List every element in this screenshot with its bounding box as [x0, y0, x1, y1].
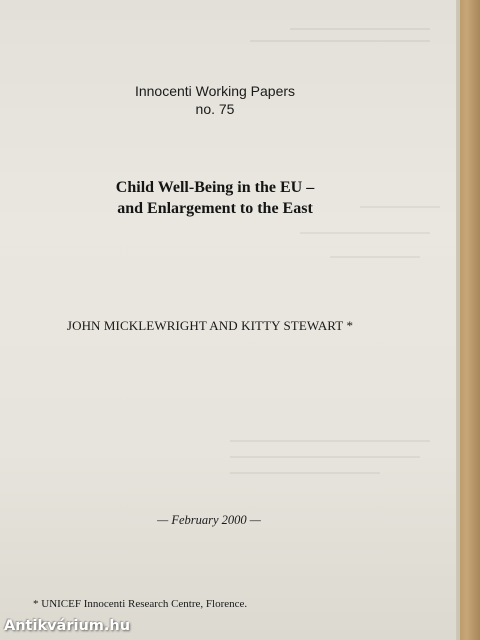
- affiliation-footnote: * UNICEF Innocenti Research Centre, Florence.: [33, 598, 248, 610]
- series-number: no. 75: [195, 101, 235, 117]
- show-through-line: [300, 232, 430, 234]
- show-through-line: [230, 440, 430, 442]
- publication-date: — February 2000 —: [157, 513, 261, 527]
- authors: JOHN MICKLEWRIGHT AND KITTY STEWART *: [66, 318, 354, 333]
- show-through-line: [230, 456, 420, 458]
- show-through-line: [230, 472, 380, 474]
- show-through-line: [330, 256, 420, 258]
- book-cover-edge: [458, 0, 480, 640]
- paper-title-line-1: Child Well-Being in the EU –: [115, 179, 315, 196]
- paper-title-line-2: and Enlargement to the East: [117, 200, 313, 217]
- series-heading: [0, 82, 430, 118]
- series-name: Innocenti Working Papers: [134, 83, 296, 99]
- show-through-line: [250, 40, 430, 42]
- show-through-line: [290, 28, 430, 30]
- paper-title: [0, 177, 430, 219]
- watermark: Antikvárium.hu: [4, 618, 131, 634]
